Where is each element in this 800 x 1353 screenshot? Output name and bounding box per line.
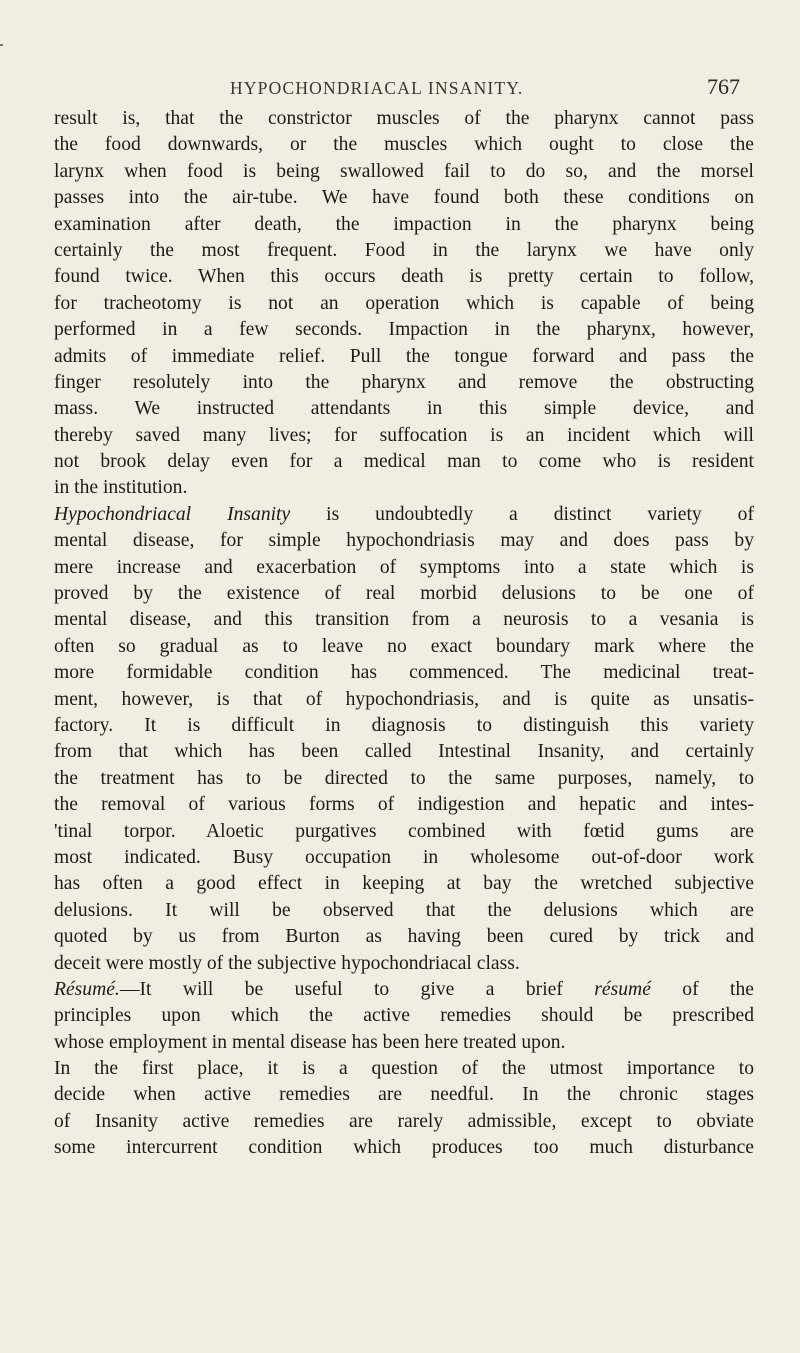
text-line: admits of immediate relief. Pull the tongue forward and pass the: [54, 345, 754, 367]
text-line: not brook delay even for a medical man to come who is resident: [54, 451, 754, 473]
text-line: in the institution.: [54, 477, 188, 499]
paragraph-4: [54, 1056, 754, 1162]
text-line: 'tinal torpor. Aloetic purgatives combined with fœtid gums are: [54, 820, 754, 842]
italic-term: Hypochondriacal Insanity: [54, 503, 291, 525]
text-line: larynx when food is being swallowed fail to do so, and the morsel: [54, 160, 754, 182]
text-line: has often a good effect in keeping at bay the wretched subjective: [54, 873, 754, 895]
text-line: often so gradual as to leave no exact boundary mark where the: [54, 635, 754, 657]
text-line: from that which has been called Intestinal Insanity, and certainly: [54, 741, 754, 763]
text-line: In the first place, it is a question of the utmost importance to: [54, 1058, 754, 1080]
margin-mark: [0, 44, 3, 46]
text-span: is undoubtedly a distinct variety of: [290, 503, 754, 525]
text-line: performed in a few seconds. Impaction in the pharynx, however,: [54, 319, 754, 341]
text-line: examination after death, the impaction in the pharynx being: [54, 213, 754, 235]
text-span: of the: [650, 978, 754, 1000]
text-line: mass. We instructed attendants in this simple device, and: [54, 398, 754, 420]
text-line: factory. It is difficult in diagnosis to distinguish this variety: [54, 714, 754, 736]
text-line: [54, 977, 754, 1003]
body-text: [54, 106, 754, 1162]
text-line: found twice. When this occurs death is pretty certain to follow,: [54, 266, 754, 288]
text-line: thereby saved many lives; for suffocation is an incident which will: [54, 424, 754, 446]
paragraph-2: [54, 502, 754, 977]
paragraph-3: [54, 977, 754, 1056]
text-line: ment, however, is that of hypochondriasis, and is quite as unsatis-: [54, 688, 754, 710]
italic-term: résumé: [594, 978, 651, 1000]
page-number: 767: [707, 74, 740, 99]
text-line: some intercurrent condition which produces too much disturbance: [54, 1137, 754, 1159]
text-line: of Insanity active remedies are rarely admissible, except to obviate: [54, 1110, 754, 1132]
text-line: decide when active remedies are needful. In the chronic stages: [54, 1084, 754, 1106]
text-line: most indicated. Busy occupation in wholesome out-of-door work: [54, 846, 754, 868]
text-line: delusions. It will be observed that the delusions which are: [54, 899, 754, 921]
text-line: finger resolutely into the pharynx and remove the obstructing: [54, 371, 754, 393]
text-line: mental disease, for simple hypochondriasis may and does pass by: [54, 530, 754, 552]
text-line: passes into the air-tube. We have found both these conditions on: [54, 187, 754, 209]
section-heading: Résumé.: [54, 978, 120, 1000]
text-line: the food downwards, or the muscles which ought to close the: [54, 134, 754, 156]
text-line: certainly the most frequent. Food in the larynx we have only: [54, 239, 754, 261]
text-line: [54, 502, 754, 528]
text-line: mere increase and exacerbation of symptoms into a state which is: [54, 556, 754, 578]
text-line: the treatment has to be directed to the same purposes, namely, to: [54, 767, 754, 789]
text-line: more formidable condition has commenced. The medicinal treat-: [54, 662, 754, 684]
paragraph-1: [54, 106, 754, 502]
text-line: deceit were mostly of the subjective hypochondriacal class.: [54, 952, 520, 974]
text-line: for tracheotomy is not an operation which is capable of being: [54, 292, 754, 314]
text-line: the removal of various forms of indigestion and hepatic and intes-: [54, 794, 754, 816]
running-title: HYPOCHONDRIACAL INSANITY.: [230, 78, 524, 98]
text-line: proved by the existence of real morbid delusions to be one of: [54, 583, 754, 605]
text-line: mental disease, and this transition from a neurosis to a vesania is: [54, 609, 754, 631]
text-span: —It will be useful to give a brief: [119, 978, 595, 1000]
text-line: quoted by us from Burton as having been cured by trick and: [54, 926, 754, 948]
text-line: whose employment in mental disease has been here treated upon.: [54, 1031, 566, 1053]
text-line: result is, that the constrictor muscles of the pharynx cannot pass: [54, 108, 754, 129]
text-line: principles upon which the active remedies should be prescribed: [54, 1005, 754, 1027]
